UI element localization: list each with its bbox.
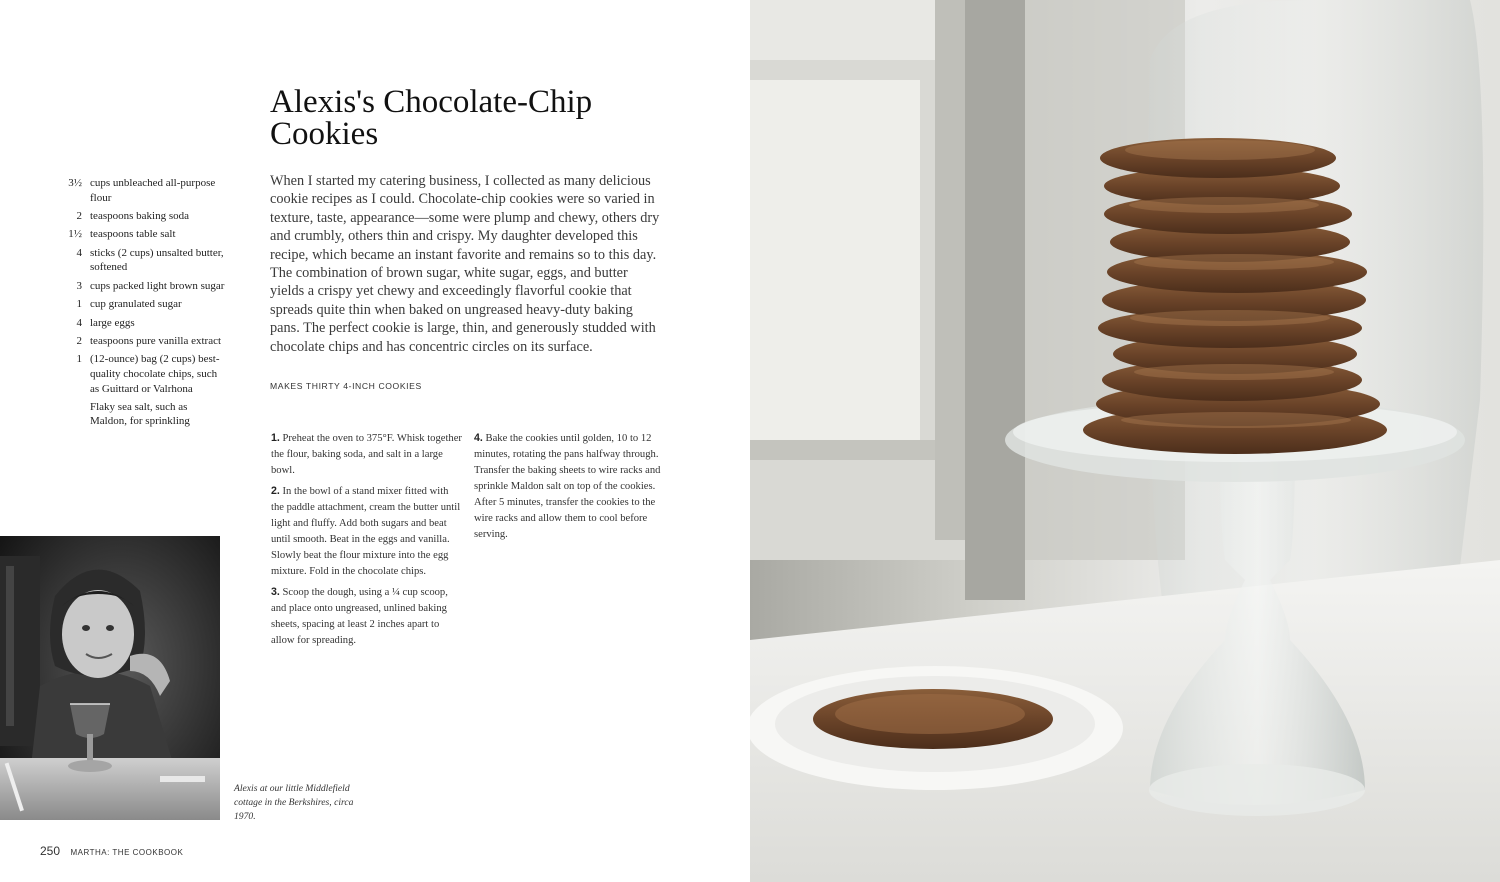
ingredient-qty: 1	[76, 353, 82, 366]
step-text: Bake the cookies until golden, 10 to 12 minutes, rotating the pans halfway through. Transfer the baking sheets to wire racks and sprinkle Maldon salt on top of the cookies. After 5 minutes, transfer the cookies to the wire racks and allow them to cool before serving.	[474, 433, 661, 540]
ingredient-item	[60, 227, 225, 242]
right-page	[750, 0, 1500, 882]
method-column-1	[271, 430, 463, 653]
method-step	[271, 584, 463, 649]
ingredient-item	[60, 209, 225, 224]
ingredient-item	[60, 279, 225, 294]
page-number: 250	[40, 844, 61, 858]
ingredient-qty: 2	[76, 209, 82, 222]
ingredient-qty: 4	[76, 246, 82, 259]
photo-caption: Alexis at our little Middlefield cottage in the Berkshires, circa 1970.	[234, 783, 354, 822]
ingredient-qty: 3	[76, 279, 82, 292]
ingredient-item	[60, 246, 225, 275]
ingredient-item	[60, 176, 225, 205]
step-text: In the bowl of a stand mixer fitted with the paddle attachment, cream the butter until light and fluffy. Add both sugars and beat until smooth. Beat in the eggs and vanilla. Slowly beat the flour mixture into the egg mixture. Fold in the chocolate chips.	[271, 486, 461, 577]
ingredient-text: Flaky sea salt, such as Maldon, for sprinkling	[90, 400, 190, 428]
step-number: 4.	[474, 432, 483, 444]
cookie-stack-photo	[750, 0, 1500, 882]
ingredient-qty: 4	[76, 316, 82, 329]
ingredient-list	[60, 176, 225, 433]
ingredient-qty: 1½	[68, 228, 82, 241]
recipe-intro: When I started my catering business, I collected as many delicious cookie recipes as I could. Chocolate-chip cookies were so varied in texture, taste, appearance—some were plump and chewy, others dry and crumbly, others thin and crispy. My daughter developed this recipe, which became an instant favorite and remains so to this day. The combination of brown sugar, white sugar, eggs, and butter yields a crispy yet chewy and exceedingly flavorful cookie that spreads quite thin when baked on ungreased heavy-duty baking pans. The perfect cookie is large, thin, and generously studded with chocolate chips and has concentric circles on its surface.	[270, 173, 660, 355]
step-number: 3.	[271, 586, 280, 598]
ingredient-text: teaspoons table salt	[90, 228, 176, 241]
ingredient-text: sticks (2 cups) unsalted butter, softened	[90, 246, 224, 274]
step-number: 1.	[271, 432, 280, 444]
ingredient-qty: 3½	[68, 177, 82, 189]
ingredient-qty: 1	[76, 298, 82, 311]
book-title: MARTHA: THE COOKBOOK	[70, 848, 184, 857]
step-text: Preheat the oven to 375°F. Whisk together the flour, baking soda, and salt in a large bowl.	[271, 433, 462, 476]
ingredient-text: (12-ounce) bag (2 cups) best-quality chocolate chips, such as Guittard or Valrhona	[90, 353, 220, 395]
ingredient-item	[60, 334, 225, 349]
ingredient-item	[60, 352, 225, 396]
ingredient-text: large eggs	[90, 316, 135, 329]
method-step	[271, 483, 463, 580]
recipe-yield: MAKES THIRTY 4-INCH COOKIES	[270, 381, 422, 391]
page-footer	[40, 842, 183, 860]
ingredient-text: teaspoons pure vanilla extract	[90, 334, 222, 347]
ingredient-text: cups packed light brown sugar	[90, 279, 225, 292]
step-text: Scoop the dough, using a ¼ cup scoop, and place onto ungreased, unlined baking sheets, spacing at least 2 inches apart to allow for spreading.	[271, 587, 448, 646]
ingredient-item	[60, 400, 225, 429]
step-number: 2.	[271, 485, 280, 497]
recipe-title: Alexis's Chocolate-Chip Cookies	[270, 84, 593, 152]
ingredient-qty	[60, 400, 90, 429]
ingredient-item	[60, 297, 225, 312]
method-step	[474, 430, 666, 543]
child-photo	[0, 536, 220, 820]
ingredient-qty: 2	[76, 334, 82, 347]
ingredient-text: cups unbleached all-purpose flour	[90, 177, 216, 204]
ingredient-text: teaspoons baking soda	[90, 209, 189, 222]
method-column-2	[474, 430, 666, 547]
method-step	[271, 430, 463, 479]
ingredient-item	[60, 316, 225, 331]
ingredient-text: cup granulated sugar	[90, 298, 182, 311]
